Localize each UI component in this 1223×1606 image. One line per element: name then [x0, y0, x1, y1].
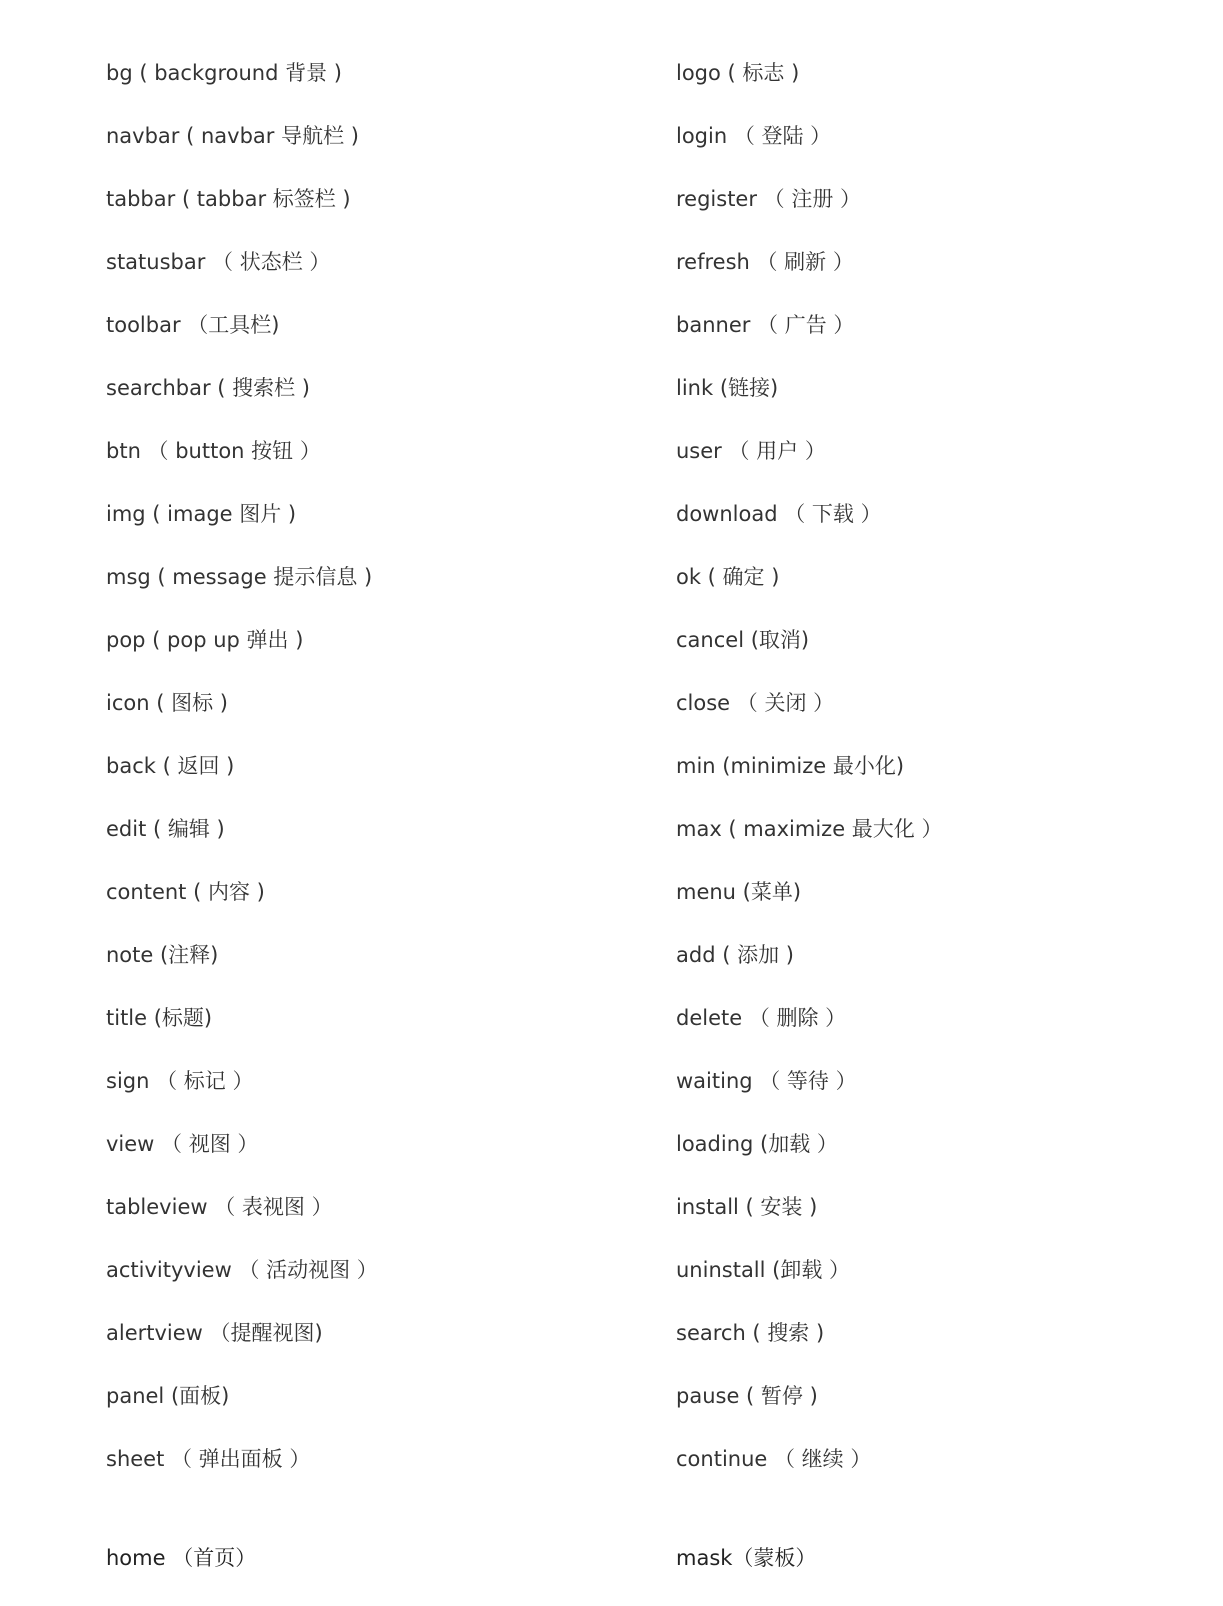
term-item: logo ( 标志 ): [676, 61, 800, 85]
term-item: tabbar ( tabbar 标签栏 ): [106, 187, 351, 211]
term-item: download （ 下载 ）: [676, 502, 882, 526]
term-item: activityview （ 活动视图 ）: [106, 1258, 378, 1282]
term-item: sign （ 标记 ）: [106, 1069, 254, 1093]
term-item: loading (加载 ）: [676, 1132, 838, 1156]
term-item: panel (面板): [106, 1384, 230, 1408]
term-item: alertview （提醒视图): [106, 1321, 323, 1345]
term-item: pop ( pop up 弹出 ): [106, 628, 304, 652]
term-item: uninstall (卸载 ）: [676, 1258, 851, 1282]
term-item: toolbar （工具栏): [106, 313, 280, 337]
term-item: close （ 关闭 ）: [676, 691, 835, 715]
term-item: view （ 视图 ）: [106, 1132, 259, 1156]
term-item: install ( 安装 ): [676, 1195, 818, 1219]
term-item: login （ 登陆 ）: [676, 124, 832, 148]
term-item: img ( image 图片 ): [106, 502, 297, 526]
term-item: icon ( 图标 ): [106, 691, 228, 715]
term-item: content ( 内容 ): [106, 880, 265, 904]
term-item: title (标题): [106, 1006, 213, 1030]
term-item: waiting （ 等待 ）: [676, 1069, 857, 1093]
term-item: link (链接): [676, 376, 779, 400]
left-term-list: [106, 63, 626, 1512]
term-item: note (注释): [106, 943, 219, 967]
footer-term-home: home （首页）: [106, 1546, 257, 1570]
term-item: menu (菜单): [676, 880, 802, 904]
term-item: min (minimize 最小化): [676, 754, 905, 778]
right-term-list: [676, 63, 1196, 1512]
term-item: add ( 添加 ): [676, 943, 794, 967]
term-item: continue （ 继续 ）: [676, 1447, 872, 1471]
term-item: delete （ 删除 ）: [676, 1006, 847, 1030]
term-item: edit ( 编辑 ): [106, 817, 225, 841]
term-item: refresh （ 刷新 ）: [676, 250, 854, 274]
term-item: pause ( 暂停 ): [676, 1384, 818, 1408]
term-item: back ( 返回 ): [106, 754, 235, 778]
footer-term-mask: mask（蒙板）: [676, 1546, 817, 1570]
term-item: banner （ 广告 ）: [676, 313, 855, 337]
term-item: max ( maximize 最大化 ）: [676, 817, 943, 841]
term-item: searchbar ( 搜索栏 ): [106, 376, 311, 400]
term-item: statusbar （ 状态栏 ）: [106, 250, 331, 274]
term-item: bg ( background 背景 ): [106, 61, 342, 85]
term-item: register （ 注册 ）: [676, 187, 862, 211]
term-item: cancel (取消): [676, 628, 810, 652]
term-item: ok ( 确定 ): [676, 565, 780, 589]
term-item: user （ 用户 ）: [676, 439, 826, 463]
term-item: tableview （ 表视图 ）: [106, 1195, 333, 1219]
term-item: btn （ button 按钮 ）: [106, 439, 321, 463]
term-item: search ( 搜索 ): [676, 1321, 825, 1345]
term-item: msg ( message 提示信息 ): [106, 565, 373, 589]
term-item: navbar ( navbar 导航栏 ): [106, 124, 359, 148]
term-item: sheet （ 弹出面板 ）: [106, 1447, 311, 1471]
